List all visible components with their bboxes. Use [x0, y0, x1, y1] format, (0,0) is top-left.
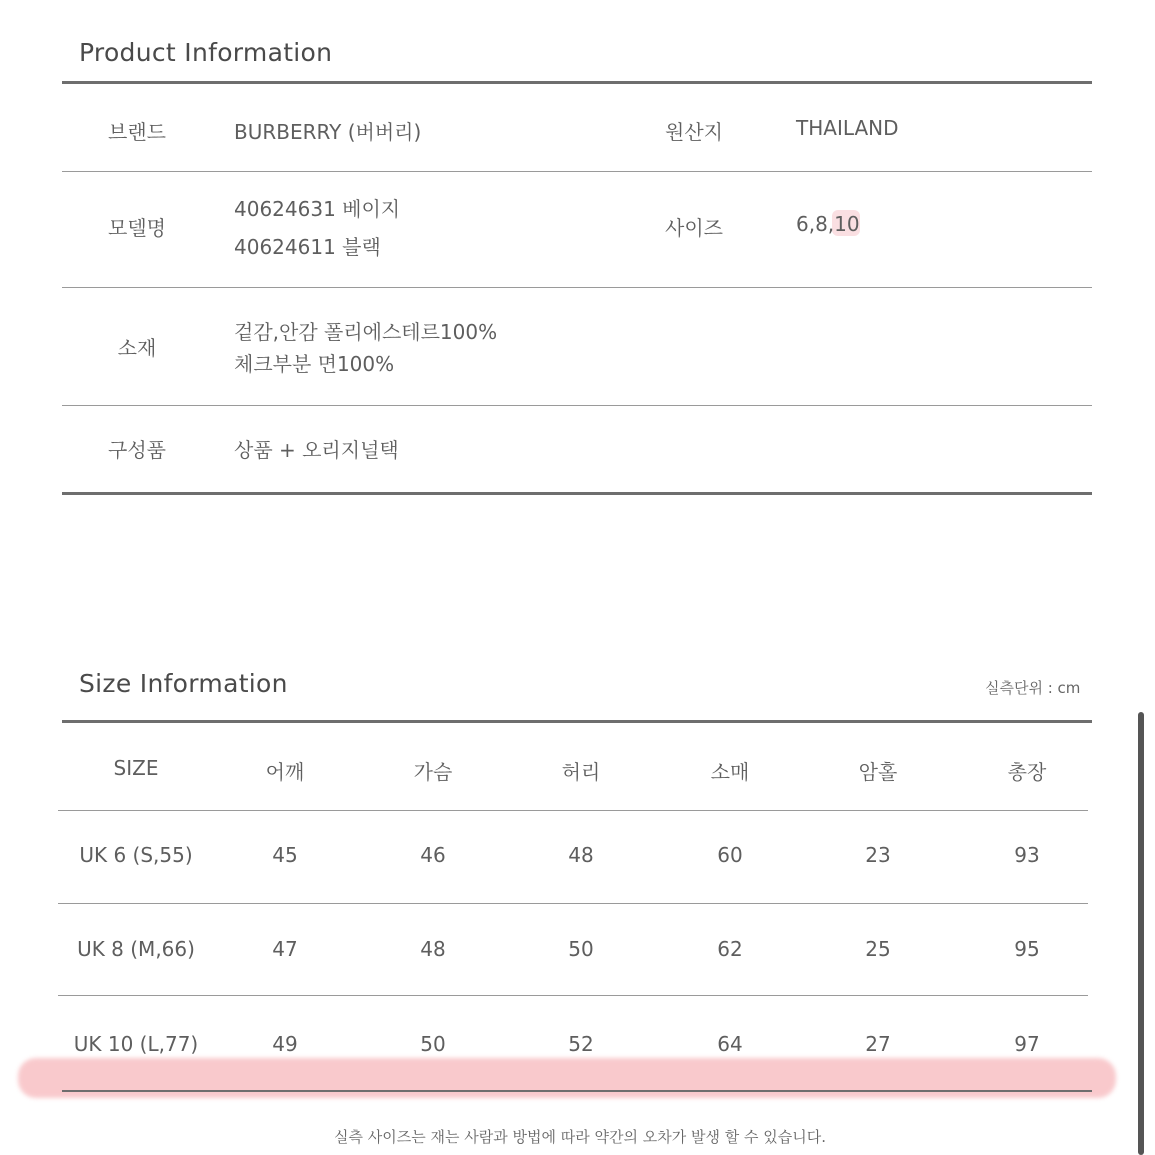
model-value-beige: 40624631 베이지	[234, 197, 401, 221]
header-size: SIZE	[113, 756, 159, 780]
highlight-scribble	[18, 1058, 1116, 1098]
size-table-top-rule	[62, 720, 1092, 723]
components-label: 구성품	[108, 438, 166, 462]
origin-label: 원산지	[665, 120, 723, 144]
size-cell: 47	[272, 937, 298, 961]
size-cell: 50	[568, 937, 594, 961]
product-info-title: Product Information	[79, 38, 333, 67]
header-chest: 가슴	[413, 760, 453, 784]
size-cell: UK 8 (M,66)	[77, 937, 195, 961]
header-length: 총장	[1007, 760, 1047, 784]
size-cell: 95	[1014, 937, 1040, 961]
size-cell: 25	[865, 937, 891, 961]
size-row-divider	[58, 810, 1088, 811]
size-cell: 93	[1014, 843, 1040, 867]
measurement-footnote: 실측 사이즈는 재는 사람과 방법에 따라 약간의 오차가 발생 할 수 있습니다.	[334, 1128, 826, 1146]
size-cell: 62	[717, 937, 743, 961]
header-sleeve: 소매	[710, 760, 750, 784]
material-label: 소재	[117, 336, 157, 360]
size-cell: UK 10 (L,77)	[73, 1032, 199, 1056]
size-cell: UK 6 (S,55)	[79, 843, 193, 867]
material-value-outer: 겉감,안감 폴리에스테르100%	[234, 320, 498, 344]
header-waist: 허리	[561, 760, 601, 784]
scrollbar[interactable]	[1138, 712, 1144, 1155]
size-row-divider	[58, 995, 1088, 996]
product-table-top-rule	[62, 81, 1092, 84]
material-value-check: 체크부분 면100%	[234, 352, 395, 376]
size-cell: 50	[420, 1032, 446, 1056]
brand-value: BURBERRY (버버리)	[234, 120, 422, 144]
size-cell: 48	[420, 937, 446, 961]
header-shoulder: 어깨	[265, 760, 305, 784]
size-label: 사이즈	[665, 216, 723, 240]
size-row-divider	[58, 903, 1088, 904]
size-cell: 60	[717, 843, 743, 867]
unit-note: 실측단위 : cm	[985, 679, 1081, 697]
size-value: 6,8,10	[796, 212, 860, 236]
product-row-divider	[62, 287, 1092, 288]
model-value-black: 40624611 블랙	[234, 235, 381, 259]
origin-value: THAILAND	[796, 116, 899, 140]
product-table-bottom-rule	[62, 492, 1092, 495]
header-armhole: 암홀	[858, 760, 898, 784]
size-cell: 48	[568, 843, 594, 867]
size-cell: 27	[865, 1032, 891, 1056]
product-row-divider	[62, 171, 1092, 172]
components-value: 상품 + 오리지널택	[234, 438, 399, 462]
size-info-title: Size Information	[79, 669, 288, 698]
size-cell: 64	[717, 1032, 743, 1056]
size-cell: 97	[1014, 1032, 1040, 1056]
size-cell: 45	[272, 843, 298, 867]
size-cell: 23	[865, 843, 891, 867]
size-table-bottom-rule	[62, 1090, 1092, 1092]
size-cell: 52	[568, 1032, 594, 1056]
brand-label: 브랜드	[108, 120, 166, 144]
model-label: 모델명	[108, 216, 166, 240]
product-row-divider	[62, 405, 1092, 406]
size-cell: 46	[420, 843, 446, 867]
size-cell: 49	[272, 1032, 298, 1056]
